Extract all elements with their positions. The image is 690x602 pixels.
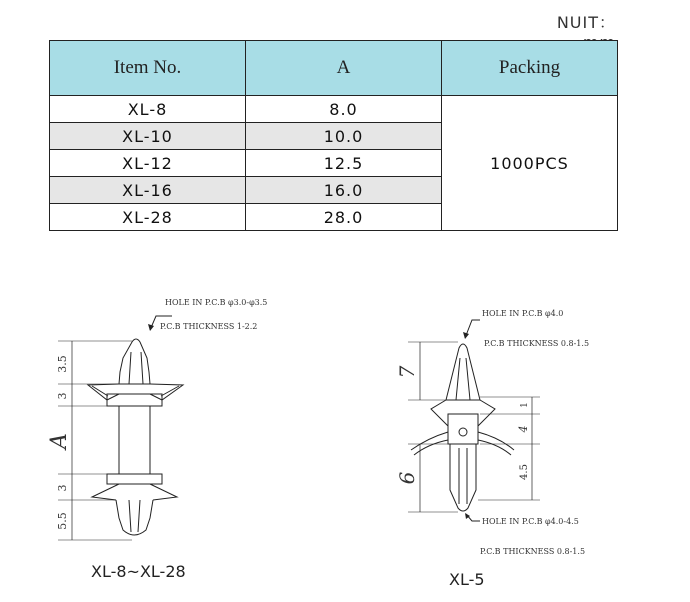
clip-bottom-slot [129, 500, 131, 532]
note-hole-bottom-right: HOLE IN P.C.B φ4.0-4.5 [482, 517, 579, 526]
clip-bottom-wing-left [92, 484, 119, 500]
clip-arm-right [478, 440, 511, 455]
clip-bottom-head [450, 444, 476, 511]
packing-cell: 1000PCS [442, 96, 618, 231]
a-cell: 28.0 [246, 204, 442, 231]
caption-left: XL-8~XL-28 [91, 562, 186, 581]
dim-top-label: 3.5 [56, 355, 69, 373]
clip-bottom-slot [138, 500, 140, 532]
item-cell: XL-16 [50, 177, 246, 204]
dim-bottom-small-label: 3 [56, 484, 69, 492]
dim-six-label: 6 [395, 471, 419, 485]
clip-top-head [446, 344, 480, 400]
item-cell: XL-10 [50, 123, 246, 150]
clip-top-slot [141, 352, 143, 384]
a-cell: 12.5 [246, 150, 442, 177]
note-thickness-bottom-right: P.C.B THICKNESS 0.8-1.5 [480, 547, 586, 556]
item-cell: XL-28 [50, 204, 246, 231]
header-a: A [246, 41, 442, 96]
dim-a-label: A [47, 433, 72, 449]
clip-top-slot [129, 352, 131, 384]
item-cell: XL-12 [50, 150, 246, 177]
dim-four-five-label: 4.5 [519, 464, 530, 480]
header-item-no: Item No. [50, 41, 246, 96]
drawing-right [408, 320, 540, 521]
clip-top-head [119, 339, 150, 384]
a-cell: 8.0 [246, 96, 442, 123]
caption-right: XL-5 [449, 570, 485, 589]
header-packing: Packing [442, 41, 618, 96]
clip-shaft [119, 406, 150, 474]
clip-body [448, 414, 478, 444]
dim-seven-label: 7 [395, 365, 419, 379]
a-cell: 10.0 [246, 123, 442, 150]
clip-top-wing-left [431, 400, 448, 426]
clip-top-wing-right [478, 400, 495, 426]
clip-top-slot [456, 358, 460, 400]
dim-one-label: 1 [520, 402, 530, 408]
dim-top-small-label: 3 [56, 392, 69, 400]
note-hole-left: HOLE IN P.C.B φ3.0-φ3.5 [165, 298, 268, 307]
item-cell: XL-8 [50, 96, 246, 123]
clip-body-hole [459, 428, 467, 436]
note-thickness-top-right: P.C.B THICKNESS 0.8-1.5 [484, 339, 590, 348]
clip-arm-left [414, 440, 448, 455]
drawing-left [58, 316, 183, 540]
unit-label: NUIT： [556, 13, 616, 32]
leader-arrow-left [148, 324, 154, 331]
clip-bottom-head [116, 500, 153, 535]
note-hole-top-right: HOLE IN P.C.B φ4.0 [482, 309, 564, 318]
clip-bottom-collar [107, 474, 162, 484]
clip-bottom-wing-right [150, 484, 177, 500]
leader-arrow-top [463, 332, 469, 339]
note-thickness-left: P.C.B THICKNESS 1-2.2 [160, 322, 258, 331]
a-cell: 16.0 [246, 177, 442, 204]
clip-top-slot [466, 358, 470, 400]
dim-bottom-label: 5.5 [56, 512, 69, 530]
dim-four-label: 4 [517, 425, 530, 433]
